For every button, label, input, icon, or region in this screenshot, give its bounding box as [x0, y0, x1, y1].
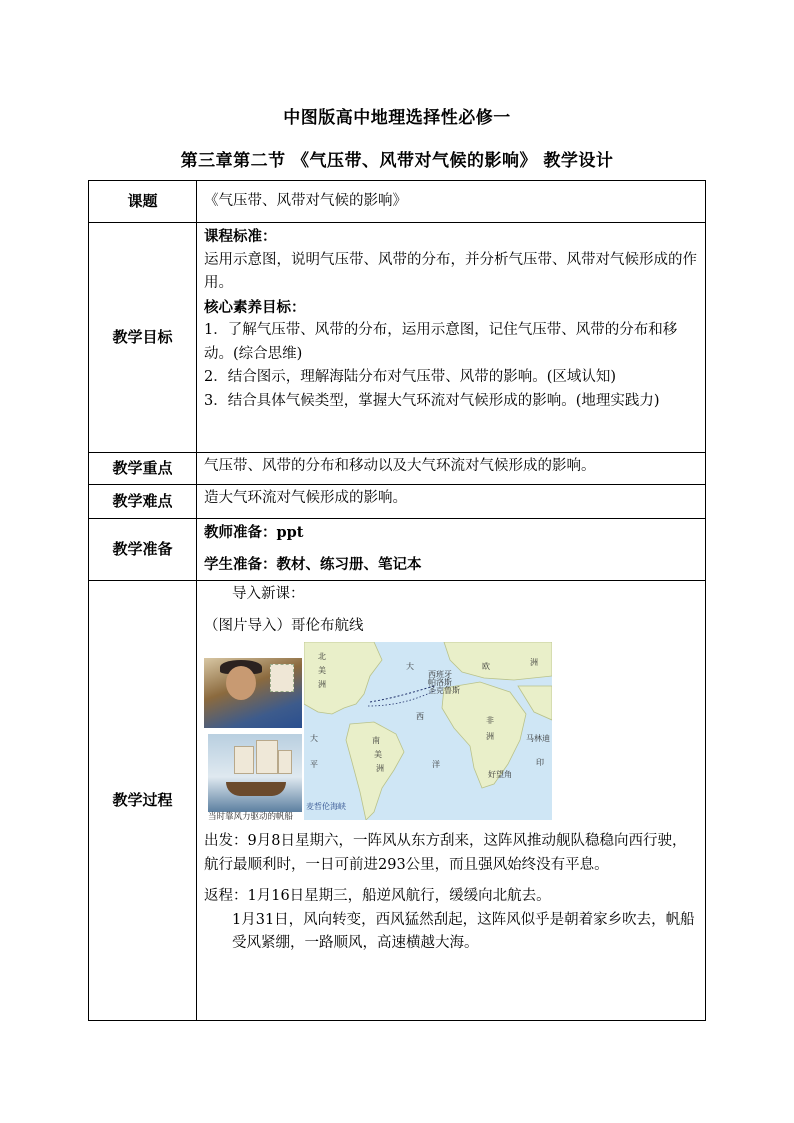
- goal-item-3: 3．结合具体气候类型，掌握大气环流对气候形成的影响。(地理实践力): [204, 392, 660, 409]
- difficulties-label: 教学难点: [89, 485, 197, 519]
- key-points-content: 气压带、风带的分布和移动以及大气环流对气候形成的影响。: [197, 453, 706, 485]
- map-label: 北: [318, 652, 326, 661]
- stamp-image: [270, 664, 294, 692]
- map-label: 洲: [530, 658, 538, 667]
- route-line: [370, 686, 434, 702]
- map-label: 西: [416, 712, 424, 721]
- ship-caption: 当时靠风力驱动的帆船: [208, 812, 294, 822]
- difficulties-content: 造大气环流对气候形成的影响。: [197, 485, 706, 519]
- document-title-line1: 中图版高中地理选择性必修一: [283, 108, 511, 128]
- table-row-process: [89, 581, 706, 1021]
- map-label: 洋: [432, 760, 440, 769]
- table-row-difficulties: [89, 485, 706, 519]
- map-caption: 麦哲伦海峡: [306, 801, 346, 811]
- standard-heading: 课程标准：: [204, 228, 277, 245]
- standard-text: 运用示意图，说明气压带、风带的分布，并分析气压带、风带对气候形成的作用。: [204, 251, 697, 291]
- goals-label: 教学目标: [89, 223, 197, 453]
- ship-sail-2: [256, 740, 278, 774]
- map-label: 大: [310, 734, 318, 743]
- process-label: 教学过程: [89, 581, 197, 1021]
- map-label: 非: [486, 716, 494, 725]
- map-label: 美: [374, 750, 382, 759]
- africa-shape: [442, 682, 526, 788]
- table-row-preparation: [89, 519, 706, 581]
- preparation-content: [197, 519, 706, 581]
- return-text-2: 1月31日，风向转变，西风猛然刮起，这阵风似乎是朝着家乡吹去，帆船受风紧绷，一路顺风，高速横越大海。: [232, 911, 695, 951]
- sailing-ship-image: [208, 734, 302, 812]
- map-label: 印: [536, 758, 544, 767]
- key-points-label: 教学重点: [89, 453, 197, 485]
- intro-heading: 导入新课：: [232, 586, 305, 602]
- teacher-preparation: 教师准备：ppt: [204, 524, 304, 541]
- map-label: 帕洛斯: [428, 678, 452, 687]
- departure-text: 出发：9月8日星期六，一阵风从东方刮来，这阵风推动舰队稳稳向西行驶，航行最顺利时，一日可前进293公里，而且强风始终没有平息。: [204, 833, 687, 873]
- columbus-route-figure: [204, 642, 554, 822]
- map-graphic: [304, 642, 552, 820]
- topic-content: 《气压带、风带对气候的影响》: [197, 181, 706, 223]
- return-text-1: 返程：1月16日星期三，船逆风航行，缓缓向北航去。: [204, 888, 551, 904]
- ship-hull: [226, 782, 286, 796]
- table-row-key-points: [89, 453, 706, 485]
- north-america-shape: [304, 642, 382, 714]
- student-preparation: 学生准备：教材、练习册、笔记本: [204, 555, 422, 573]
- lesson-plan-table: [88, 180, 706, 1021]
- map-label: 欧: [482, 662, 490, 671]
- process-content: [197, 581, 706, 1021]
- goal-item-2: 2．结合图示，理解海陆分布对气压带、风带的影响。(区域认知): [204, 369, 617, 385]
- atlantic-route-map: [304, 642, 552, 820]
- route-return-line: [368, 690, 436, 706]
- map-label: 洲: [376, 764, 384, 773]
- map-label: 西班牙: [428, 670, 452, 679]
- table-row-goals: [89, 223, 706, 453]
- image-intro: （图片导入）哥伦布航线: [204, 617, 364, 634]
- document-title-line2: 第三章第二节 《气压带、风带对气候的影响》 教学设计: [180, 151, 614, 171]
- map-label: 南: [372, 736, 380, 745]
- core-heading: 核心素养目标：: [204, 298, 306, 316]
- preparation-label: 教学准备: [89, 519, 197, 581]
- map-label: 平: [310, 760, 318, 769]
- table-row-topic: [89, 181, 706, 223]
- map-label: 大: [406, 662, 414, 671]
- goals-content: [197, 223, 706, 453]
- ship-sail-3: [278, 750, 292, 774]
- map-label: 美: [318, 666, 326, 675]
- topic-label: 课题: [89, 181, 197, 223]
- map-label: 圣克鲁斯: [428, 686, 460, 695]
- map-label: 洲: [318, 680, 326, 689]
- columbus-portrait-image: [204, 658, 302, 728]
- map-label: 洲: [486, 732, 494, 741]
- map-label: 好望角: [488, 770, 512, 779]
- map-label: 马林迪: [526, 734, 550, 743]
- goal-item-1: 1．了解气压带、风带的分布，运用示意图，记住气压带、风带的分布和移动。(综合思维): [204, 322, 678, 362]
- ship-sail-1: [234, 746, 254, 774]
- portrait-face-shape: [226, 666, 256, 700]
